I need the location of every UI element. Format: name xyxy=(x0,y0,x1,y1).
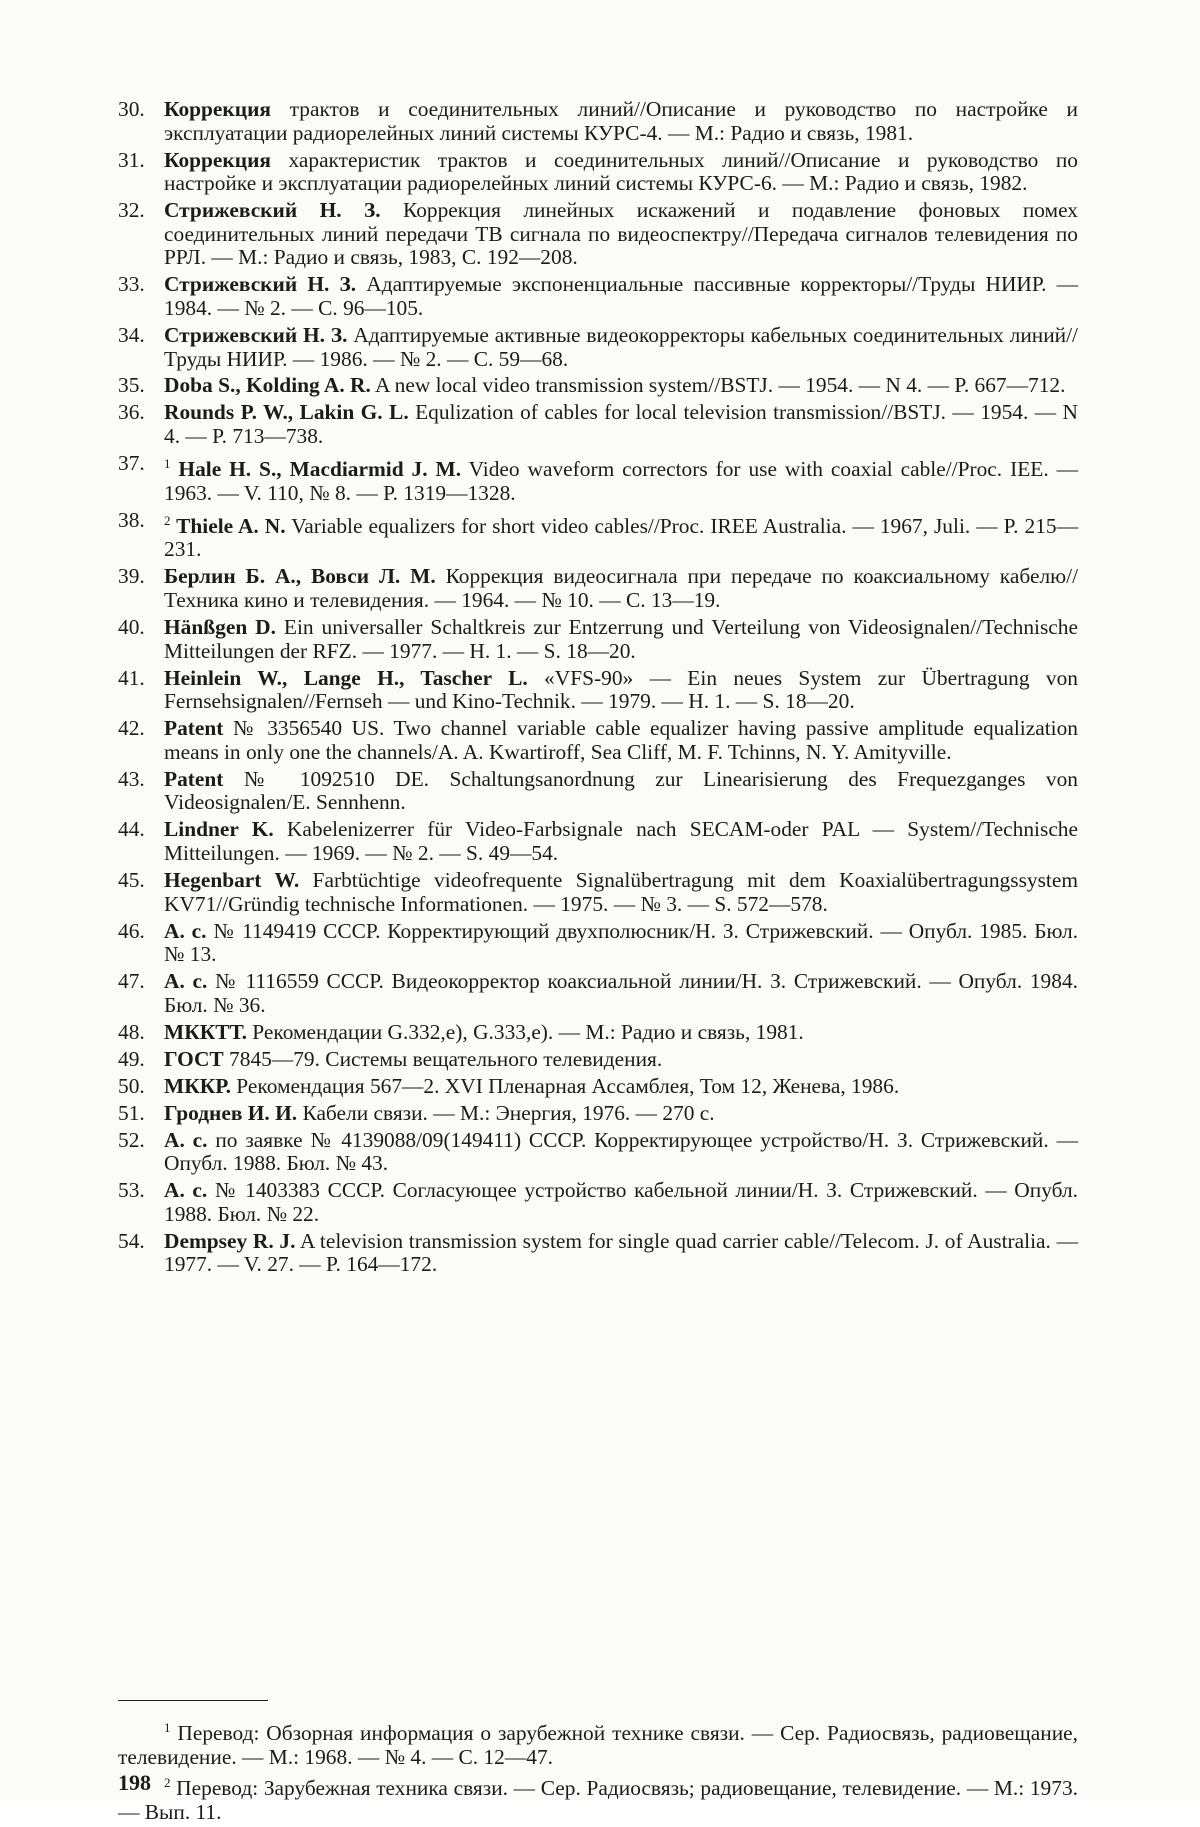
reference-text: № 1149419 СССР. Корректирующий двухполюсник/Н. З. Стрижевский. — Опубл. 1985. Бюл. № 13. xyxy=(164,918,1078,967)
footnote-marker: 1 xyxy=(164,1720,171,1735)
footnotes xyxy=(118,1716,1078,1827)
reference-author: ГОСТ xyxy=(164,1046,224,1071)
reference-text: трактов и соединительных линий//Описание и руководство по настройке и эксплуатации радиорелейных линий системы КУРС-4. — М.: Радио и связь, 1981. xyxy=(164,97,1078,145)
reference-number: 46. xyxy=(118,918,145,943)
reference-item xyxy=(118,1230,1078,1277)
reference-number: 44. xyxy=(118,817,145,842)
reference-number: 51. xyxy=(118,1100,145,1125)
reference-author: Dempsey R. J. xyxy=(164,1228,296,1253)
reference-item xyxy=(118,616,1078,663)
reference-author: Patent xyxy=(164,766,224,791)
reference-text: Equlization of cables for local television transmission//BSTJ. — 1954. — N 4. — P. 713—738. xyxy=(164,400,1078,449)
reference-author: Doba S., Kolding A. R. xyxy=(164,373,371,398)
reference-item xyxy=(118,1102,1078,1126)
reference-text: Farbtüchtige videofrequente Signalübertragung mit dem Koaxialübertragungssystem KV71//Gründig technische Informationen. — 1975. — № 3. — S. 572—578. xyxy=(164,867,1078,916)
reference-item xyxy=(118,920,1078,967)
reference-number: 41. xyxy=(118,665,145,690)
reference-number: 54. xyxy=(118,1228,145,1253)
footnote-separator xyxy=(118,1700,268,1701)
reference-author: Hegenbart W. xyxy=(164,867,300,892)
reference-item xyxy=(118,1129,1078,1176)
reference-number: 31. xyxy=(118,147,145,172)
reference-item xyxy=(118,667,1078,714)
reference-item xyxy=(118,818,1078,865)
reference-number: 37. xyxy=(118,451,145,476)
reference-number: 53. xyxy=(118,1178,145,1203)
reference-author: А. с. xyxy=(164,969,208,994)
reference-number: 33. xyxy=(118,272,145,297)
reference-number: 52. xyxy=(118,1127,145,1152)
reference-text: Кабели связи. — М.: Энергия, 1976. — 270 с. xyxy=(297,1100,715,1125)
reference-text: Video waveform correctors for use with coaxial cable//Proc. IEE. — 1963. — V. 110, № 8. — P. 1319—1328. xyxy=(164,457,1078,505)
reference-text: по заявке № 4139088/09(149411) СССР. Корректирующее устройство/Н. З. Стрижевский. — Опубл. 1988. Бюл. № 43. xyxy=(164,1127,1078,1176)
reference-number: 43. xyxy=(118,766,145,791)
reference-author: Коррекция xyxy=(164,97,271,121)
reference-author: МККР. xyxy=(164,1073,231,1098)
reference-author: А. с. xyxy=(164,918,207,943)
reference-text: Рекомендации G.332,e), G.333,e). — М.: Радио и связь, 1981. xyxy=(246,1019,804,1044)
reference-item xyxy=(118,149,1078,196)
reference-text: характеристик трактов и соединительных линий//Описание и руководство по настройке и эксплуатации радиорелейных линий системы КУРС-6. — М.: Радио и связь, 1982. xyxy=(164,147,1078,196)
reference-item xyxy=(118,1075,1078,1099)
reference-author: Patent xyxy=(164,716,224,741)
reference-text: № 1092510 DE. Schaltungsanordnung zur Linearisierung des Frequezganges von Videosignalen/E. Sennhenn. xyxy=(164,766,1078,815)
reference-text: Рекомендация 567—2. XVI Пленарная Ассамблея, Том 12, Женева, 1986. xyxy=(230,1073,900,1098)
footnote-item xyxy=(118,1771,1078,1824)
footnote-marker: 2 xyxy=(164,1775,171,1791)
reference-text: Коррекция видеосигнала при передаче по коаксиальному кабелю//Техника кино и телевидения. — 1964. — № 10. — С. 13—19. xyxy=(164,564,1079,613)
reference-text: Коррекция линейных искажений и подавление фоновых помех соединительных линий передачи ТВ сигнала по видеоспектру//Передача сигналов телевидения по РРЛ. — М.: Радио и связь, 1983, С. 192—208. xyxy=(164,198,1078,270)
reference-text: 7845—79. Системы вещательного телевидения. xyxy=(223,1046,663,1071)
reference-item xyxy=(118,452,1078,505)
reference-item xyxy=(118,374,1078,398)
reference-author: Гроднев И. И. xyxy=(164,1100,298,1125)
footnote-marker: 1 xyxy=(164,456,171,472)
reference-item xyxy=(118,98,1078,145)
reference-number: 36. xyxy=(118,400,145,425)
reference-author: Стрижевский Н. З. xyxy=(164,272,357,297)
reference-item xyxy=(118,1021,1078,1045)
reference-number: 39. xyxy=(118,564,145,589)
reference-text: A new local video transmission system//BSTJ. — 1954. — N 4. — P. 667—712. xyxy=(370,373,1066,398)
reference-item xyxy=(118,565,1078,612)
reference-text: Variable equalizers for short video cables//Proc. IREE Australia. — 1967, Juli. — P. 215—231. xyxy=(164,513,1078,562)
reference-number: 45. xyxy=(118,867,145,892)
reference-list xyxy=(118,98,1078,1280)
reference-author: Стрижевский Н. З. xyxy=(164,322,348,347)
reference-author: Hale H. S., Macdiarmid J. M. xyxy=(170,457,462,482)
reference-number: 34. xyxy=(118,322,145,347)
reference-number: 47. xyxy=(118,969,145,994)
reference-author: Lindner K. xyxy=(164,817,274,842)
reference-author: Heinlein W., Lange H., Tascher L. xyxy=(164,665,528,690)
reference-text: «VFS-90» — Ein neues System zur Übertragung von Fernsehsignalen//Fernseh — und Kino-Technik. — 1979. — H. 1. — S. 18—20. xyxy=(164,665,1078,714)
reference-number: 49. xyxy=(118,1046,145,1071)
reference-text: A television transmission system for single quad carrier cable//Telecom. J. of Australia. — 1977. — V. 27. — P. 164—172. xyxy=(164,1228,1078,1277)
reference-text: № 3356540 US. Two channel variable cable equalizer having passive amplitude equalization means in only one the channels/A. A. Kwartiroff, Sea Cliff, M. F. Tchinns, N. Y. Amityville. xyxy=(164,716,1078,764)
reference-number: 30. xyxy=(118,97,145,121)
reference-author: Hänßgen D. xyxy=(164,615,276,640)
reference-item xyxy=(118,509,1078,562)
reference-number: 42. xyxy=(118,716,145,741)
reference-item xyxy=(118,324,1078,371)
reference-text: № 1116559 СССР. Видеокорректор коаксиальной линии/Н. З. Стрижевский. — Опубл. 1984. Бюл. № 36. xyxy=(164,969,1078,1017)
reference-item xyxy=(118,273,1078,320)
reference-author: Thiele A. N. xyxy=(170,513,286,538)
footnote-marker: 2 xyxy=(164,512,171,528)
reference-number: 50. xyxy=(118,1073,145,1098)
page-number: 198 xyxy=(118,1770,151,1795)
footnote-text: Перевод: Обзорная информация о зарубежной технике связи. — Сер. Радиосвязь, радиовещание, телевидение. — М.: 1968. — № 4. — С. 12—47. xyxy=(118,1721,1078,1769)
reference-author: Стрижевский Н. З. xyxy=(164,198,381,223)
reference-item xyxy=(118,401,1078,448)
reference-number: 48. xyxy=(118,1019,145,1044)
reference-item xyxy=(118,869,1078,916)
reference-text: Адаптируемые активные видеокорректоры кабельных соединительных линий//Труды НИИР. — 1986. — № 2. — С. 59—68. xyxy=(164,322,1079,371)
footnote-item xyxy=(118,1716,1078,1769)
reference-author: МККТТ. xyxy=(164,1019,247,1044)
reference-number: 35. xyxy=(118,373,145,398)
reference-text: Адаптируемые экспоненциальные пассивные корректоры//Труды НИИР. — 1984. — № 2. — С. 96—105. xyxy=(164,272,1078,320)
reference-number: 32. xyxy=(118,198,145,223)
reference-item xyxy=(118,1179,1078,1226)
reference-item xyxy=(118,768,1078,815)
reference-text: Ein universaller Schaltkreis zur Entzerrung und Verteilung von Videosignalen//Technische Mitteilungen der RFZ. — 1977. — H. 1. — S. 18—20. xyxy=(164,615,1078,663)
reference-author: А. с. xyxy=(164,1127,208,1152)
reference-text: № 1403383 СССР. Согласующее устройство кабельной линии/Н. З. Стрижевский. — Опубл. 1988. Бюл. № 22. xyxy=(164,1178,1078,1226)
reference-author: Коррекция xyxy=(164,147,271,172)
reference-item xyxy=(118,199,1078,270)
reference-item xyxy=(118,717,1078,764)
reference-author: Rounds P. W., Lakin G. L. xyxy=(164,400,409,425)
reference-number: 40. xyxy=(118,615,145,640)
reference-number: 38. xyxy=(118,507,145,532)
reference-item xyxy=(118,970,1078,1017)
reference-author: А. с. xyxy=(164,1178,208,1203)
reference-text: Kabelenizerrer für Video-Farbsignale nach SECAM-oder PAL — System//Technische Mitteilungen. — 1969. — № 2. — S. 49—54. xyxy=(164,817,1079,865)
reference-author: Берлин Б. А., Вовси Л. М. xyxy=(164,564,436,589)
footnote-text: Перевод: Зарубежная техника связи. — Сер. Радиосвязь; радиовещание, телевидение. — М.: 1973. — Вып. 11. xyxy=(118,1776,1078,1825)
reference-item xyxy=(118,1048,1078,1072)
